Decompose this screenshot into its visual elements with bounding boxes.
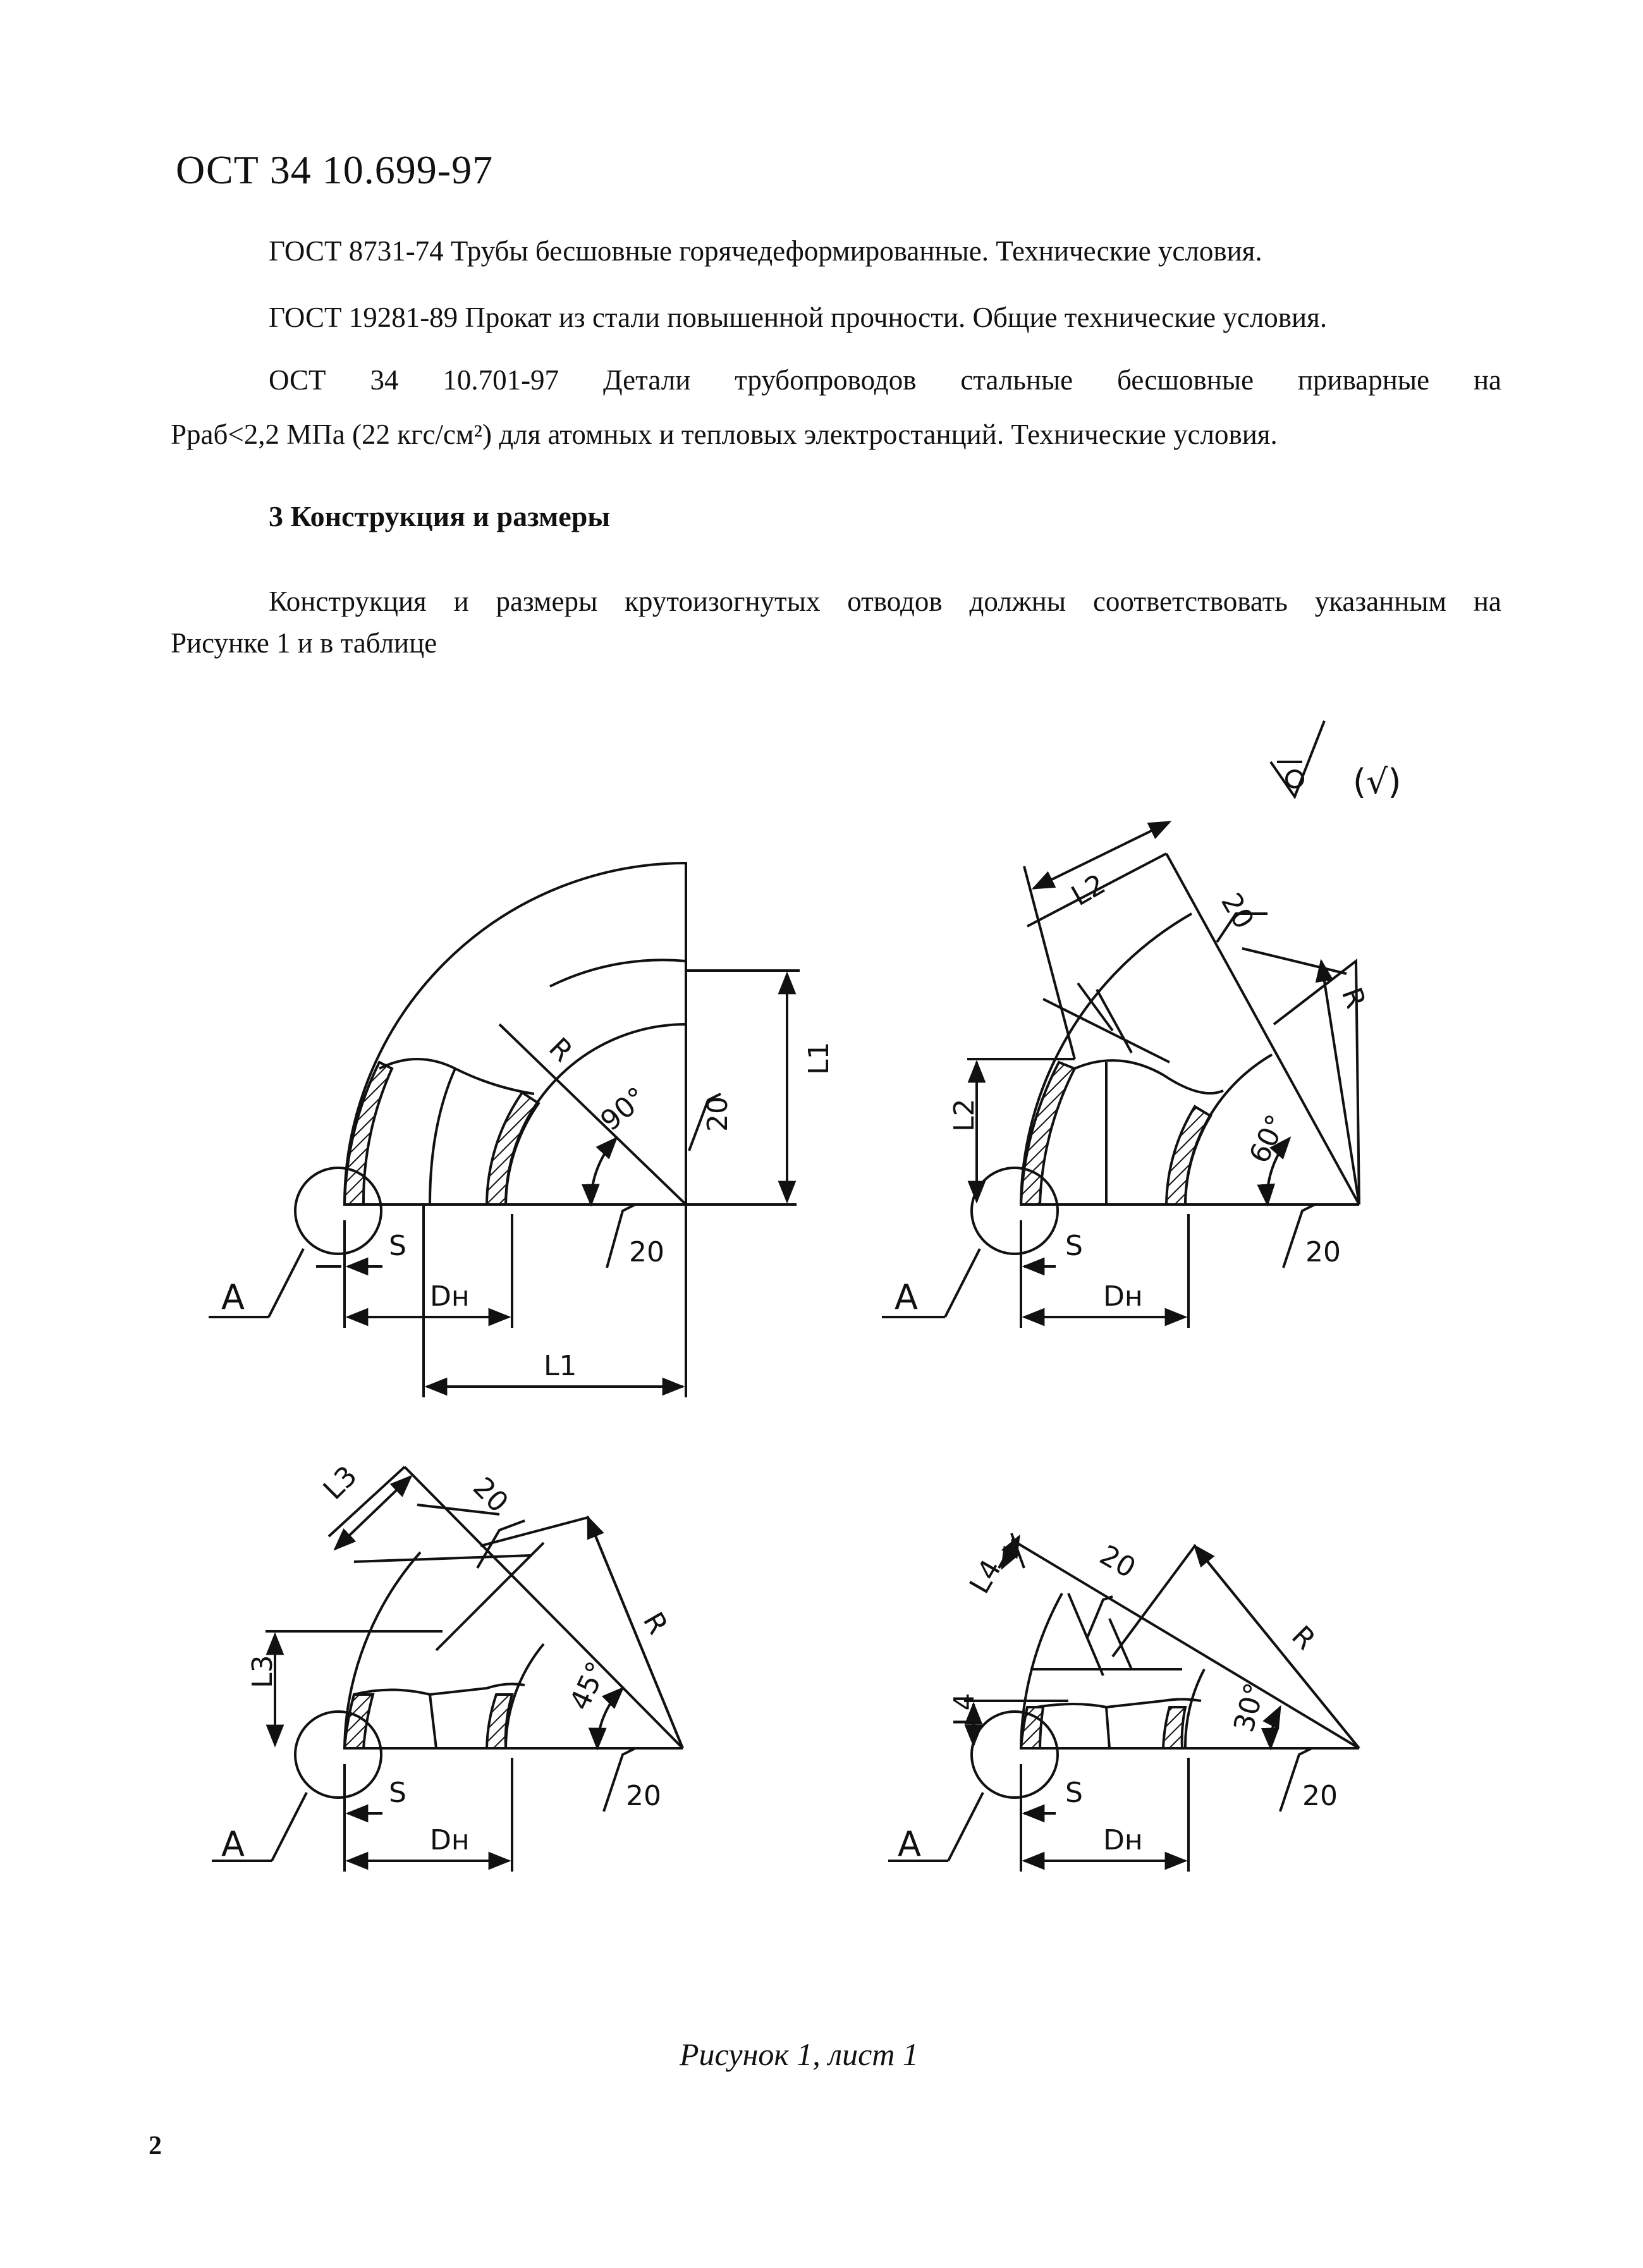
elbow-45-outer-diameter: Dн xyxy=(430,1824,470,1856)
word: Детали xyxy=(602,364,691,396)
body-paragraph-line2: Рисунке 1 и в таблице xyxy=(171,627,437,659)
elbow-60-roughness-a: 20 xyxy=(1214,887,1261,935)
word: указанным xyxy=(1314,585,1447,617)
word: на xyxy=(1473,364,1501,396)
elbow-30-roughness-b: 20 xyxy=(1302,1780,1338,1812)
elbow-60-l2-top: L2 xyxy=(1066,867,1111,913)
elbow-90-roughness-b: 20 xyxy=(629,1236,664,1268)
elbow-45-wall-s: S xyxy=(389,1777,406,1809)
elbow-90-l1-vertical: L1 xyxy=(803,1041,835,1075)
word: и xyxy=(453,585,469,617)
word: 34 xyxy=(370,364,399,396)
word: отводов xyxy=(847,585,943,617)
elbow-60-drawing xyxy=(882,822,1359,1328)
document-code: ОСТ 34 10.699-97 xyxy=(176,147,494,192)
figure-caption: Рисунок 1, лист 1 xyxy=(680,2037,919,2072)
elbow-30-angle-label: 30° xyxy=(1228,1679,1272,1736)
reference-gost-8731: ГОСТ 8731-74 Трубы бесшовные горячедеформированные. Технические условия. xyxy=(269,235,1262,267)
elbow-60-roughness-b: 20 xyxy=(1305,1236,1341,1268)
roughness-symbol xyxy=(1271,721,1324,797)
elbow-60-wall-s: S xyxy=(1065,1230,1083,1262)
elbow-45-roughness-b: 20 xyxy=(626,1780,661,1812)
reference-gost-19281: ГОСТ 19281-89 Прокат из стали повышенной прочности. Общие технические условия. xyxy=(269,302,1328,333)
elbow-60-radius-label: R xyxy=(1335,983,1372,1013)
page-number: 2 xyxy=(149,2131,162,2161)
elbow-30-wall-s: S xyxy=(1065,1777,1083,1809)
elbow-30-radius-label: R xyxy=(1285,1619,1322,1657)
elbow-60-outer-diameter: Dн xyxy=(1103,1280,1143,1313)
roughness-label: (√) xyxy=(1353,762,1402,802)
word: бесшовные xyxy=(1117,364,1254,396)
elbow-90-l1-horizontal: L1 xyxy=(544,1350,577,1382)
elbow-45-radius-label: R xyxy=(636,1607,675,1640)
section-title: 3 Конструкция и размеры xyxy=(269,500,611,532)
elbow-60-angle-label: 60° xyxy=(1243,1110,1293,1168)
word: приварные xyxy=(1297,364,1430,396)
word: должны xyxy=(969,585,1066,617)
elbow-90-angle-label: 90° xyxy=(594,1081,653,1137)
word: соответствовать xyxy=(1092,585,1288,617)
elbow-90-view-a: A xyxy=(221,1277,245,1317)
elbow-30-l4-top: L4 xyxy=(963,1554,1008,1600)
elbow-45-roughness-a: 20 xyxy=(467,1471,515,1519)
elbow-90-roughness-a: 20 xyxy=(702,1096,734,1132)
word: стальные xyxy=(960,364,1073,396)
word: крутоизогнутых xyxy=(625,585,821,617)
elbow-45-angle-label: 45° xyxy=(563,1657,614,1715)
elbow-45-view-a: A xyxy=(221,1824,245,1864)
word: размеры xyxy=(496,585,598,617)
elbow-30-l4-side: L4 xyxy=(948,1693,980,1726)
elbow-60-view-a: A xyxy=(895,1277,918,1317)
word: ОСТ xyxy=(269,364,326,396)
elbow-60-l2-side: L2 xyxy=(948,1098,980,1132)
elbow-45-l3-top: L3 xyxy=(317,1459,363,1506)
elbow-90-wall-s: S xyxy=(389,1230,406,1262)
elbow-30-roughness-a: 20 xyxy=(1094,1539,1141,1585)
elbow-90-radius-label: R xyxy=(542,1031,579,1069)
reference-ost-34-line2: Рраб<2,2 МПа (22 кгс/см²) для атомных и тепловых электростанций. Технические условия. xyxy=(171,419,1278,450)
elbow-90-outer-diameter: Dн xyxy=(430,1280,470,1313)
word: 10.701-97 xyxy=(443,364,559,396)
elbow-45-drawing xyxy=(212,1467,683,1872)
elbow-45-l3-side: L3 xyxy=(247,1655,279,1688)
word: трубопроводов xyxy=(735,364,917,396)
word: на xyxy=(1473,585,1501,617)
elbow-30-view-a: A xyxy=(898,1824,921,1864)
elbow-30-outer-diameter: Dн xyxy=(1103,1824,1143,1856)
word: Конструкция xyxy=(269,585,427,617)
